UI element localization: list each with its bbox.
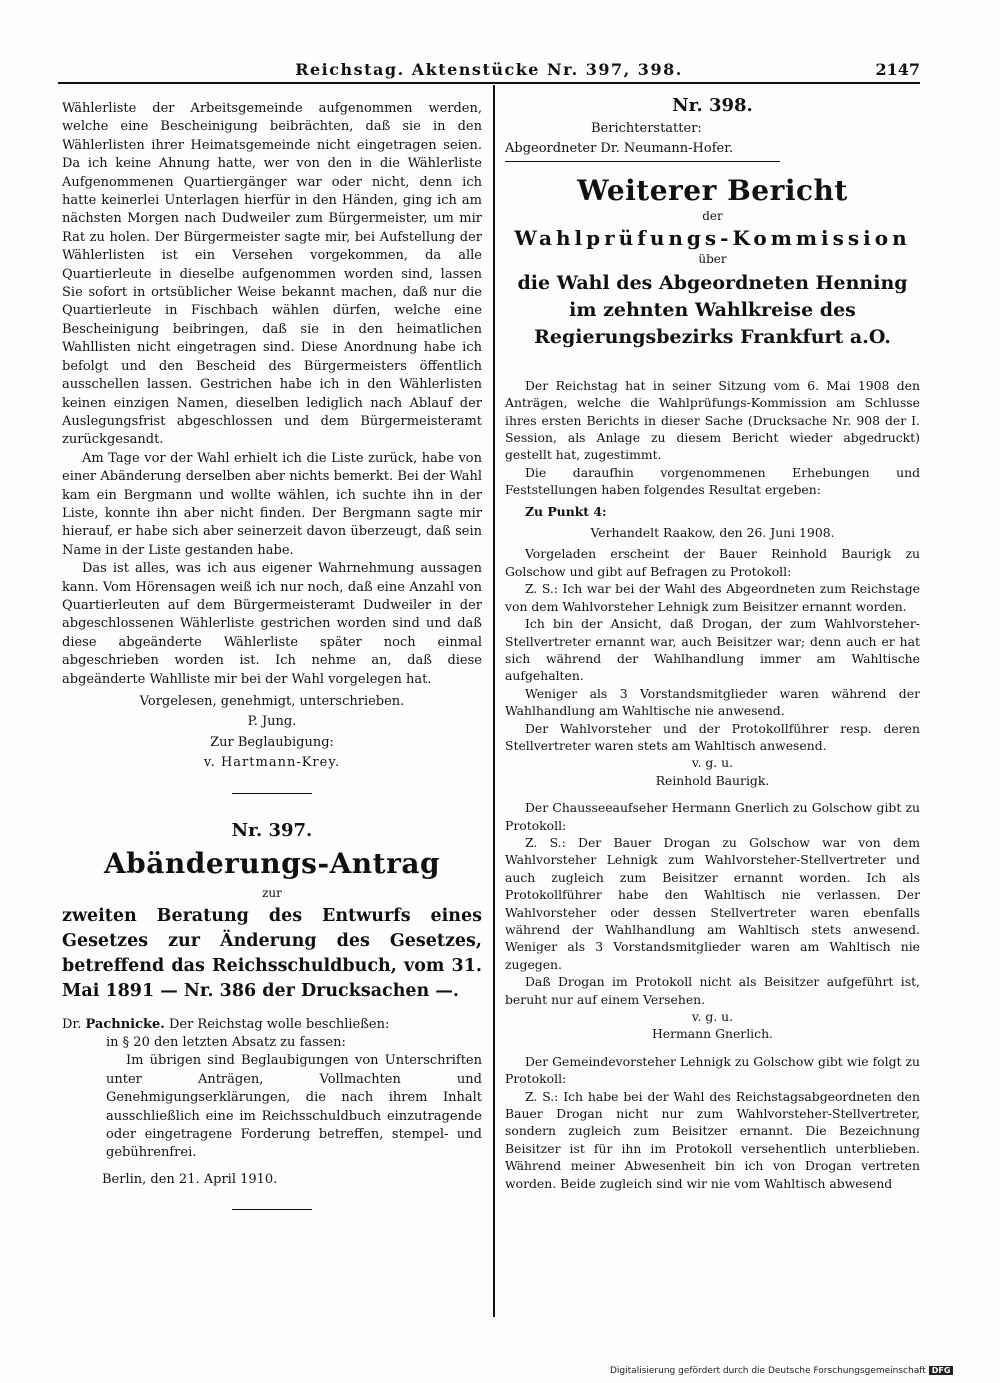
protocol-p4: Weniger als 3 Vorstandsmitglieder waren während der Wahlhandlung am Wahltische nie anwesend. xyxy=(505,685,920,719)
report-intro-2: Die daraufhin vorgenommenen Erhebungen und Feststellungen haben folgendes Resultat ergeben: xyxy=(505,464,920,498)
protocol-p5: Der Wahlvorsteher und der Protokollführer resp. deren Stellvertreter waren stets am Wahltisch anwesend. xyxy=(505,720,920,753)
closing-signature: P. Jung. xyxy=(247,714,297,730)
header-rule xyxy=(58,82,920,84)
nr397-title: Abänderungs-Antrag xyxy=(103,846,441,880)
protocol-p1: Vorgeladen erscheint der Bauer Reinhold Baurigk zu Golschow und gibt auf Befragen zu Protokoll: xyxy=(505,546,920,579)
left-paragraph-2: Am Tage vor der Wahl erhielt ich die Liste zurück, habe von einer Abänderung derselben aber nichts bemerkt. Bei der Wahl kam ein Bergmann und wollte wählen, ich suchte ihn in der Liste, konnte ihn aber nicht finden. Der Bergmann sagte mir hierauf, er habe sich aber seinerzeit davon überzeugt, daß sein Name in der Liste gestanden habe. xyxy=(62,450,482,558)
commission-name: Wahlprüfungs-Kommission xyxy=(514,225,911,250)
motion-mover xyxy=(62,1016,482,1034)
report-der: der xyxy=(702,208,723,223)
motion-section: in § 20 den letzten Absatz zu fassen: xyxy=(106,1035,346,1051)
protocol-p2: Z. S.: Ich war bei der Wahl des Abgeordneten zum Reichstage von dem Wahlvorsteher Lehnigk zum Beisitzer ernannt worden. xyxy=(505,581,920,614)
mover-text: Der Reichstag wolle beschließen: xyxy=(168,1016,390,1032)
protocol-p10: Z. S.: Ich habe bei der Wahl des Reichstagsabgeordneten den Bauer Drogan nicht nur zum Wahlvorsteher-Stellvertreter, sondern zugleich zum Beisitzer ernannt. Die Bezeichnung Beisitzer ist für ihn im Protokoll versehentlich unterblieben. Während meiner Abwesenheit bin ich von Drogan vertreten worden. Beide zugleich sind wir nie vom Wahltisch abwesend xyxy=(505,1088,920,1191)
left-paragraph-1: Wählerliste der Arbeitsgemeinde aufgenommen werden, welche eine Bescheinigung beibrächten, daß sie in den Wählerlisten ihrer Heimatsgemeinde nicht eingetragen seien. Da ich keine Ahnung hatte, wer von den in die Wählerliste Aufgenommenen Quartiergänger war oder nicht, denn ich hatte keinerlei Unterlagen hierfür in den Händen, ging ich am nächsten Morgen nach Dudweiler zum Bürgermeister, um mir Rat zu holen. Der Bürgermeister sagte mir, bei Aufstellung der Wählerlisten ist ein Versehen vorgekommen, da alle Quartierleute in dieselbe aufgenommen worden sind, lassen Sie sofort in ortsüblicher Weise bekannt machen, daß nur die Quartierleute in Fischbach wählen dürfen, welche eine Bescheinigung beibringen, daß sie in den heimatlichen Wahllisten nicht eingetragen sind. Diese Anordnung habe ich befolgt und den Bescheid des Bürgermeisters öffentlich ausschellen lassen. Gestrichen habe ich in den Wählerlisten keinen einzigen Namen, dieselben lediglich nach Ablauf der Auslegungsfrist abgeschlossen und dem Bürgermeisteramt zurückgesandt. xyxy=(62,101,482,448)
footer-text: Digitalisierung gefördert durch die Deutsche Forschungsgemeinschaft xyxy=(610,1366,926,1376)
motion-quote: Im übrigen sind Beglaubigungen von Unterschriften unter Anträgen, Vollmachten und Genehmigungserklärungen, die nach ihrem Inhalt ausschließlich eine im Reichsschuldbuch einzutragende oder eingetragene Forderung betreffen, stempel- und gebührenfrei. xyxy=(106,1053,482,1161)
protocol-p7: Z. S.: Der Bauer Drogan zu Golschow war von dem Wahlvorsteher Lehnigk zum Wahlvorsteher-Stellvertreter und auch zugleich zum Beisitzer ernannt worden. Ich als Protokollführer habe den Wahltisch nie verlassen. Der Wahlvorsteher oder dessen Stellvertreter waren ebenfalls während der Wahlhandlung am Wahltisch stets anwesend. Weniger als 3 Vorstandsmitglieder waren am Wahltisch nie zugegen. xyxy=(505,834,920,972)
right-column xyxy=(505,95,920,1192)
left-paragraph-3: Das ist alles, was ich aus eigener Wahrnehmung aussagen kann. Vom Hörensagen weiß ich nur noch, daß eine Anzahl von Quartierleuten auf dem Bürgermeisteramt Dudweiler in der abgeschlossenen Wählerliste gestrichen worden sind und daß diese abgeänderte Wählerliste später noch einmal abgeschrieben worden ist. Ich nehme an, daß diese abgeänderte Wahlliste mir bei der Wahl vorgelegen hat. xyxy=(62,561,482,687)
signature-2: Hermann Gnerlich. xyxy=(651,1026,773,1042)
closing-read: Vorgelesen, genehmigt, unterschrieben. xyxy=(139,694,405,709)
signature-1: Reinhold Baurigk. xyxy=(655,772,770,788)
vgu-2: v. g. u. xyxy=(691,1009,734,1025)
protocol-p9: Der Gemeindevorsteher Lehnigk zu Golschow gibt wie folgt zu Protokoll: xyxy=(505,1053,920,1087)
separator-bottom xyxy=(232,1209,312,1210)
left-column xyxy=(62,100,482,1210)
dfg-logo: DFG xyxy=(929,1366,954,1375)
column-divider xyxy=(493,85,495,1317)
closing-attester: v. Hartmann-Krey. xyxy=(203,755,341,771)
report-intro: Der Reichstag hat in seiner Sitzung vom 6. Mai 1908 den Anträgen, welche die Wahlprüfungs-Kommission am Schlusse ihres ersten Berichts in dieser Sache (Drucksache Nr. 908 der I. Session, als Anlage zu diesem Bericht wieder abgedruckt) gestellt hat, zugestimmt. xyxy=(505,377,920,463)
reporter-label: Berichterstatter: xyxy=(591,121,702,136)
report-ueber: über xyxy=(698,251,727,266)
closing-attestation: Zur Beglaubigung: xyxy=(210,734,334,750)
nr398-heading: Nr. 398. xyxy=(672,95,753,116)
protocol-p8: Daß Drogan im Protokoll nicht als Beisitzer aufgeführt ist, beruht nur auf einem Versehen. xyxy=(505,974,920,1007)
page-header xyxy=(58,58,920,82)
punkt-heading: Zu Punkt 4: xyxy=(525,503,607,519)
motion-date: Berlin, den 21. April 1910. xyxy=(102,1171,278,1187)
digitization-footer xyxy=(610,1366,953,1376)
reporter-name: Abgeordneter Dr. Neumann-Hofer. xyxy=(505,140,780,161)
nr397-zur: zur xyxy=(262,885,282,900)
report-title: Weiterer Bericht xyxy=(577,173,848,207)
page-number: 2147 xyxy=(875,60,920,79)
verhandelt-line: Verhandelt Raakow, den 26. Juni 1908. xyxy=(590,525,835,541)
motion-title: zweiten Beratung des Entwurfs eines Gesetzes zur Änderung des Gesetzes, betreffend das Reichsschuldbuch, vom 31. Mai 1891 — Nr. 386 der Drucksachen —. xyxy=(62,905,482,1001)
protocol-p6: Der Chausseeaufseher Hermann Gnerlich zu Golschow gibt zu Protokoll: xyxy=(505,800,920,833)
protocol-p3: Ich bin der Ansicht, daß Drogan, der zum Wahlvorsteher-Stellvertreter ernannt war, auch Beisitzer war; denn auch er hat sich während der Wahlhandlung immer am Wahltische aufgehalten. xyxy=(505,616,920,684)
separator xyxy=(232,793,312,794)
mover-name: Pachnicke. xyxy=(85,1016,165,1032)
dr-prefix: Dr. xyxy=(62,1016,82,1032)
running-title: Reichstag. Aktenstücke Nr. 397, 398. xyxy=(295,60,683,79)
report-subject: die Wahl des Abgeordneten Henning im zehnten Wahlkreise des Regierungsbezirks Frankfurt a.O. xyxy=(517,271,908,348)
nr397-heading: Nr. 397. xyxy=(231,819,313,841)
vgu-1: v. g. u. xyxy=(691,755,734,771)
